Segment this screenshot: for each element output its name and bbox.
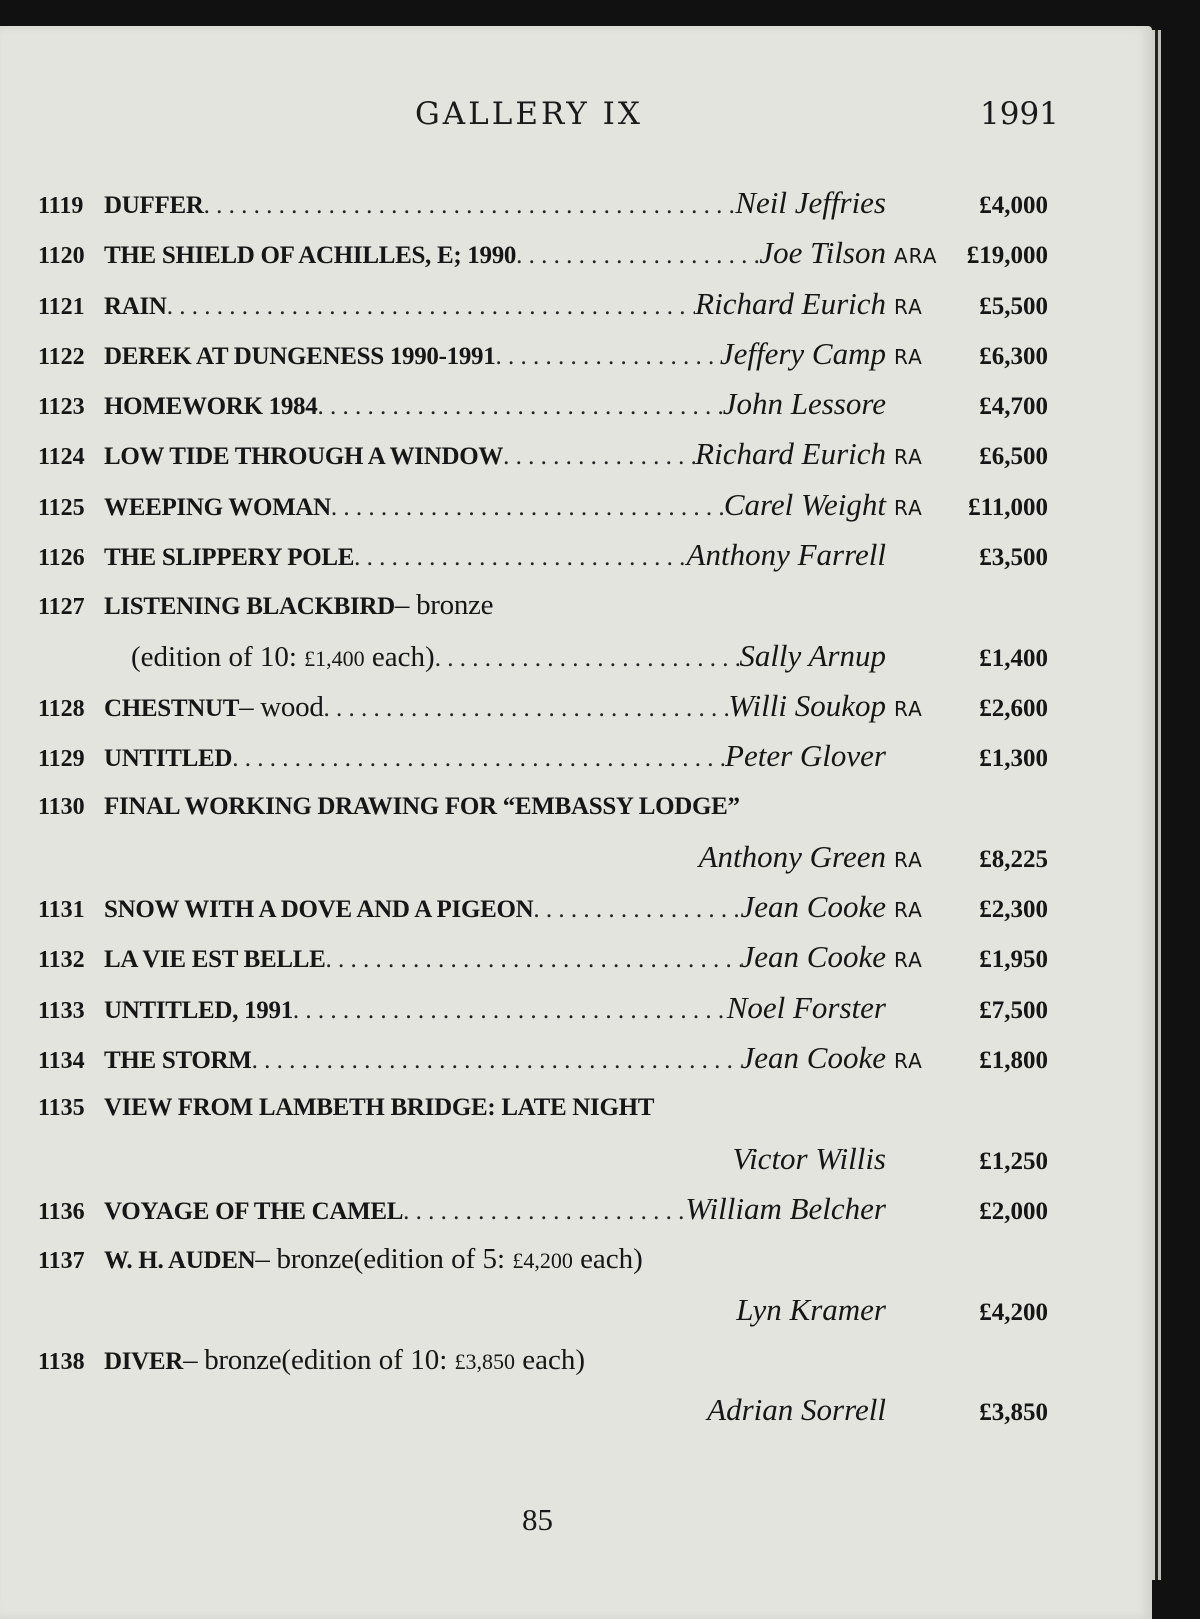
entry-number: 1125 [38, 494, 85, 521]
entry-number: 1134 [38, 1048, 85, 1075]
entry-ra: RA [894, 495, 923, 520]
entry-title: SNOW WITH A DOVE AND A PIGEON [104, 896, 534, 924]
entry-number: 1129 [38, 746, 85, 773]
entry-1128 [38, 681, 1048, 731]
entry-1127 [38, 580, 1048, 630]
entry-1135 [38, 1083, 1048, 1133]
entry-title: DIVER [104, 1347, 184, 1375]
entry-title: DEREK AT DUNGENESS 1990-1991 [104, 342, 496, 370]
entry-ra: RA [894, 898, 923, 923]
leader-dots [516, 231, 759, 281]
entry-price: £3,500 [979, 544, 1048, 572]
entry-artist: Richard Eurich [695, 436, 886, 472]
entry-number: 1130 [38, 793, 85, 820]
entry-edition [38, 632, 435, 684]
entry-artist: Jean Cooke [740, 889, 886, 925]
entry-price: £19,000 [966, 242, 1048, 270]
page-header [0, 96, 1152, 136]
entry-number: 1119 [38, 193, 84, 219]
entry-artist: John Lessore [722, 386, 886, 422]
leader-dots [293, 986, 727, 1036]
entry-price: £1,250 [979, 1147, 1048, 1175]
entry-price: £8,225 [979, 845, 1048, 873]
entry-medium: – wood [239, 690, 324, 723]
entry-1122 [38, 329, 1048, 379]
entry-number: 1137 [38, 1248, 85, 1275]
entry-1125 [38, 480, 1048, 530]
leader-dots [252, 1036, 741, 1086]
edition-suffix: each) [515, 1343, 586, 1376]
entry-medium: – bronze [255, 1243, 354, 1276]
entry-title: UNTITLED, 1991 [104, 996, 293, 1024]
entry-ra: RA [894, 847, 923, 872]
leader-dots [503, 432, 695, 482]
entry-number: 1120 [38, 243, 85, 270]
entry-1119 [38, 178, 1048, 228]
entry-medium: – bronze [394, 589, 494, 622]
entry-ra: RA [894, 445, 923, 470]
entry-1135-continued [38, 1134, 1048, 1184]
entry-artist: Richard Eurich [695, 285, 886, 321]
entry-number: 1123 [38, 394, 85, 421]
entry-artist: Carel Weight [723, 486, 886, 522]
entry-1123 [38, 379, 1048, 429]
edition-prefix: (edition of 10: [281, 1343, 455, 1376]
entry-price: £11,000 [968, 493, 1048, 521]
edition-prefix: (edition of 5: [353, 1243, 513, 1276]
entry-title: RAIN [104, 292, 167, 320]
edition-prefix: (edition of 10: [131, 640, 305, 673]
entry-price: £6,500 [979, 443, 1048, 471]
catalogue-list [38, 178, 1048, 1435]
leader-dots [167, 282, 695, 332]
entry-price: £1,400 [979, 644, 1048, 672]
entry-1131 [38, 882, 1048, 932]
entry-title: LA VIE EST BELLE [104, 946, 326, 974]
leader-dots [324, 684, 729, 734]
leader-dots [354, 533, 686, 583]
entry-price: £5,500 [979, 292, 1048, 320]
entry-title: LISTENING BLACKBIRD [104, 593, 395, 621]
entry-title: CHESTNUT [104, 694, 240, 722]
entry-price: £4,200 [979, 1298, 1048, 1326]
entry-price: £2,300 [979, 896, 1048, 924]
entry-1138-continued [38, 1385, 1048, 1435]
entry-artist: Neil Jeffries [735, 185, 886, 220]
entry-title: DUFFER [104, 192, 204, 219]
entry-title: THE SLIPPERY POLE [104, 544, 355, 572]
entry-number: 1122 [38, 343, 85, 370]
entry-title: VOYAGE OF THE CAMEL [104, 1197, 404, 1225]
entry-1127-continued [38, 631, 1048, 681]
entry-number: 1138 [38, 1348, 85, 1375]
edition-price: £4,200 [512, 1248, 573, 1274]
entry-artist: Willi Soukop [728, 687, 886, 723]
entry-price: £1,300 [979, 745, 1048, 773]
entry-1133 [38, 983, 1048, 1033]
entry-number: 1121 [38, 293, 85, 320]
entry-price: £4,700 [979, 393, 1048, 421]
leader-dots [403, 1187, 685, 1237]
entry-ra: RA [894, 294, 923, 319]
entry-title: THE SHIELD OF ACHILLES, E; 1990 [104, 242, 517, 270]
entry-price: £3,850 [979, 1399, 1048, 1427]
entry-1132 [38, 932, 1048, 982]
entry-artist: William Belcher [685, 1190, 886, 1226]
entry-number: 1124 [38, 444, 85, 471]
entry-title: LOW TIDE THROUGH A WINDOW [104, 443, 504, 471]
leader-dots [204, 181, 736, 231]
entry-ra: RA [894, 1049, 923, 1074]
entry-number: 1128 [38, 695, 85, 722]
entry-price: £2,000 [979, 1197, 1048, 1225]
entry-price: £2,600 [979, 694, 1048, 722]
entry-1129 [38, 731, 1048, 781]
page-edge [1152, 30, 1172, 1580]
entry-number: 1126 [38, 545, 85, 572]
entry-artist: Sally Arnup [739, 637, 886, 673]
entry-number: 1127 [38, 594, 85, 621]
entry-artist: Lyn Kramer [736, 1291, 886, 1327]
entry-medium: – bronze [183, 1343, 282, 1376]
entry-1138 [38, 1335, 1048, 1385]
leader-dots [331, 483, 724, 533]
entry-1130-continued [38, 832, 1048, 882]
entry-1137-continued [38, 1285, 1048, 1335]
entry-title: VIEW FROM LAMBETH BRIDGE: LATE NIGHT [104, 1094, 655, 1122]
entry-title: UNTITLED [104, 745, 233, 773]
edition-suffix: each) [364, 640, 435, 673]
entry-ra: RA [894, 948, 923, 973]
leader-dots [317, 382, 722, 432]
page-number: 85 [522, 1502, 553, 1537]
entry-artist: Jean Cooke [740, 939, 886, 975]
entry-title: THE STORM [104, 1047, 252, 1075]
edition-price: £3,850 [454, 1348, 516, 1374]
entry-1136 [38, 1184, 1048, 1234]
entry-1120 [38, 228, 1048, 278]
entry-title: W. H. AUDEN [104, 1247, 256, 1275]
entry-edition [354, 1234, 643, 1286]
entry-number: 1132 [38, 947, 85, 974]
entry-1137 [38, 1234, 1048, 1284]
leader-dots [325, 935, 740, 985]
leader-dots [495, 332, 719, 382]
entry-number: 1133 [38, 997, 85, 1024]
entry-artist: Joe Tilson [759, 235, 886, 271]
entry-artist: Victor Willis [732, 1140, 886, 1176]
entry-number: 1135 [38, 1095, 85, 1122]
leader-dots [232, 734, 725, 784]
catalogue-year: 1991 [980, 96, 1059, 132]
entry-1134 [38, 1033, 1048, 1083]
leader-dots [435, 634, 740, 684]
entry-price: £6,300 [979, 342, 1048, 370]
entry-ra: RA [894, 344, 923, 369]
entry-artist: Adrian Sorrell [707, 1392, 886, 1428]
entry-ra: ARA [894, 244, 938, 269]
edition-suffix: each) [572, 1243, 643, 1276]
entry-edition [281, 1335, 585, 1387]
entry-artist: Jeffery Camp [719, 335, 886, 371]
entry-title: HOMEWORK 1984 [104, 393, 318, 421]
entry-number: 1131 [38, 897, 85, 924]
leader-dots [533, 885, 740, 935]
entry-1130 [38, 782, 1048, 832]
entry-price: £7,500 [979, 996, 1048, 1024]
entry-title: FINAL WORKING DRAWING FOR “EMBASSY LODGE” [104, 792, 740, 820]
entry-1121 [38, 279, 1048, 329]
entry-artist: Peter Glover [725, 738, 886, 774]
entry-artist: Anthony Green [698, 838, 886, 874]
entry-artist: Anthony Farrell [686, 537, 886, 573]
edition-price: £1,400 [304, 645, 365, 671]
entry-artist: Jean Cooke [740, 1040, 886, 1076]
entry-artist: Noel Forster [726, 989, 886, 1025]
entry-price: £4,000 [979, 192, 1048, 219]
entry-1124 [38, 429, 1048, 479]
entry-ra: RA [894, 696, 923, 721]
entry-number: 1136 [38, 1198, 85, 1225]
gallery-title: GALLERY IX [415, 96, 643, 132]
entry-price: £1,800 [979, 1047, 1048, 1075]
entry-title: WEEPING WOMAN [104, 493, 331, 521]
entry-1126 [38, 530, 1048, 580]
entry-price: £1,950 [979, 946, 1048, 974]
